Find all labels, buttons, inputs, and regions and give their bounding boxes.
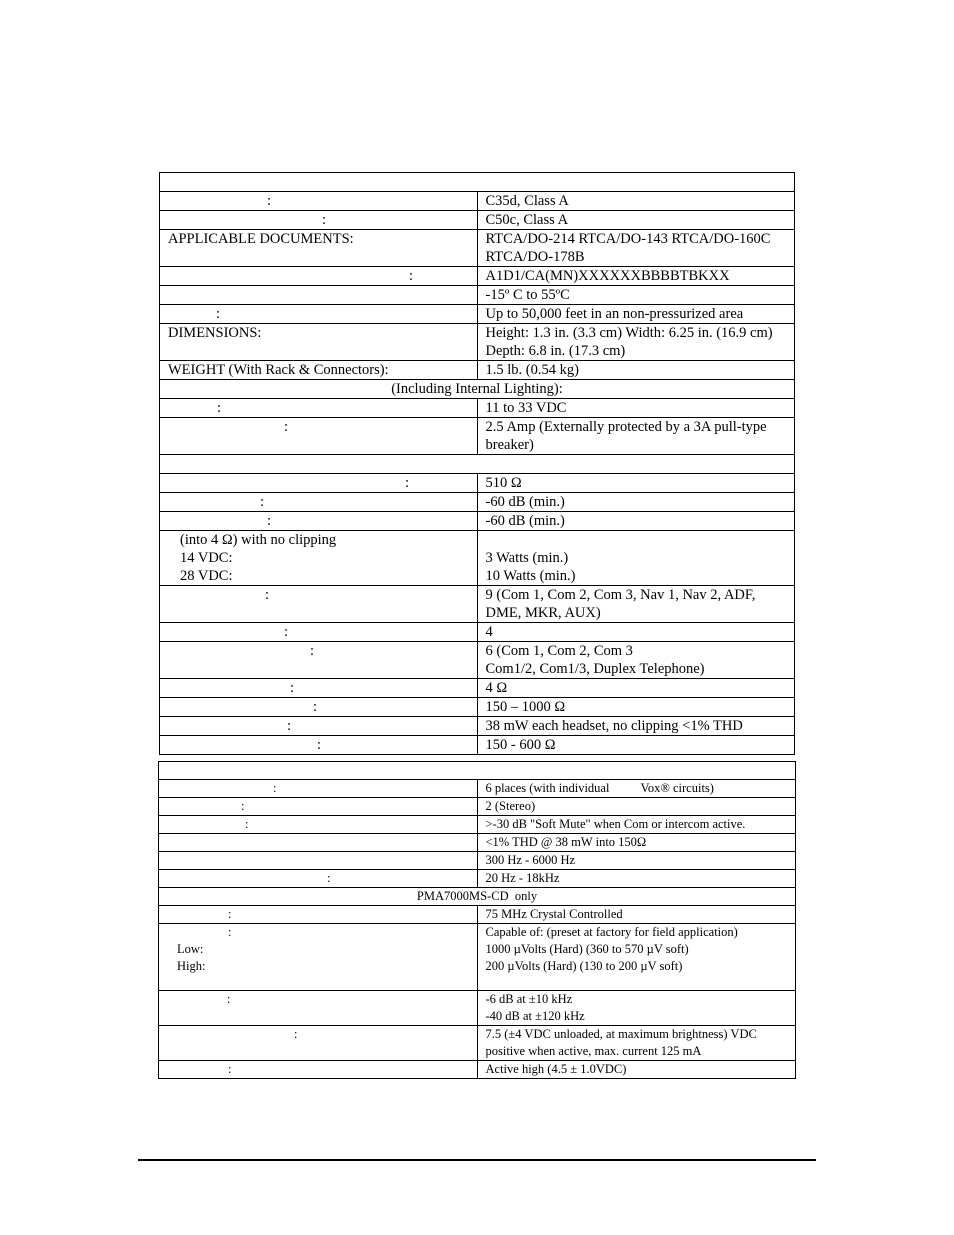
spec-label-cell xyxy=(160,698,478,717)
spec-row xyxy=(160,211,795,230)
section-subheader-text: (Including Internal Lighting): xyxy=(391,381,563,397)
spec-value: >-30 dB "Soft Mute" when Com or intercom active. xyxy=(485,817,746,831)
spec-row xyxy=(159,816,796,834)
spec-label: : xyxy=(409,268,414,284)
spec-row xyxy=(160,493,795,512)
spec-label-cell xyxy=(160,192,478,211)
spec-value: -60 dB (min.) xyxy=(485,494,565,510)
spec-value: 1.5 lb. (0.54 kg) xyxy=(485,362,579,378)
spec-row xyxy=(160,679,795,698)
spec-value-cell xyxy=(477,852,796,870)
spec-row xyxy=(159,1026,796,1061)
spec-label: : xyxy=(287,718,292,734)
spec-value: Up to 50,000 feet in an non-pressurized area xyxy=(485,306,744,322)
spec-label: WEIGHT (With Rack & Connectors): xyxy=(168,362,389,378)
spec-label: : xyxy=(322,212,327,228)
spec-value-cell xyxy=(477,267,795,286)
spec-value-cell xyxy=(477,493,795,512)
spec-row xyxy=(159,870,796,888)
spec-row xyxy=(160,418,795,455)
spec-row xyxy=(160,586,795,623)
spec-label: : xyxy=(260,494,265,510)
spec-value-cell xyxy=(477,399,795,418)
spec-label-cell xyxy=(160,586,478,623)
spec-value: 9 (Com 1, Com 2, Com 3, Nav 1, Nav 2, ADF, DME, MKR, AUX) xyxy=(485,587,756,621)
spec-value-cell xyxy=(477,798,796,816)
spec-label-cell xyxy=(159,834,478,852)
spec-row xyxy=(159,852,796,870)
spec-row xyxy=(160,380,795,399)
spec-value-cell xyxy=(477,991,796,1026)
spec-value: Capable of: (preset at factory for field application) 1000 µVolts (Hard) (360 to 570 µV soft) 200 µVolts (Hard) (130 to 200 µV soft) xyxy=(485,925,738,973)
spec-value-cell xyxy=(477,230,795,267)
spec-row xyxy=(159,780,796,798)
spec-value-cell xyxy=(477,324,795,361)
spec-value: 2.5 Amp (Externally protected by a 3A pull-type breaker) xyxy=(485,419,767,453)
spec-value-cell xyxy=(477,474,795,493)
spec-label-cell xyxy=(160,717,478,736)
spec-row xyxy=(159,991,796,1026)
spec-value-cell xyxy=(477,1026,796,1061)
spec-row xyxy=(159,834,796,852)
spec-value-cell xyxy=(477,642,795,679)
spec-row xyxy=(160,512,795,531)
spec-value-cell xyxy=(477,870,796,888)
spec-label-cell xyxy=(160,512,478,531)
spec-label: : xyxy=(294,1027,298,1041)
spec-value: 11 to 33 VDC xyxy=(485,400,567,416)
spec-label-cell xyxy=(160,267,478,286)
spec-label: : xyxy=(217,400,222,416)
spec-label-cell xyxy=(160,286,478,305)
spec-value-cell xyxy=(477,816,796,834)
spec-label-cell xyxy=(159,924,478,991)
spec-value-cell xyxy=(477,361,795,380)
spec-label: : xyxy=(216,306,221,322)
spec-label: : xyxy=(241,799,245,813)
spec-value-cell xyxy=(477,623,795,642)
spec-label-cell xyxy=(160,418,478,455)
spec-row xyxy=(160,399,795,418)
spec-label-cell xyxy=(160,623,478,642)
spec-value-cell xyxy=(477,531,795,586)
spec-row xyxy=(159,798,796,816)
spec-label-cell xyxy=(160,324,478,361)
section-header-cell xyxy=(159,762,796,780)
footer-rule xyxy=(138,1159,816,1161)
spec-label: DIMENSIONS: xyxy=(168,325,262,341)
spec-label-cell xyxy=(160,736,478,755)
spec-value: 20 Hz - 18kHz xyxy=(485,871,560,885)
section-subheader-text: PMA7000MS-CD only xyxy=(416,889,538,903)
spec-label-cell xyxy=(160,211,478,230)
spec-value-cell xyxy=(477,736,795,755)
spec-label: : xyxy=(405,475,410,491)
spec-value: 75 MHz Crystal Controlled xyxy=(485,907,623,921)
spec-row xyxy=(160,305,795,324)
spec-row xyxy=(160,474,795,493)
spec-value: A1D1/CA(MN)XXXXXXBBBBTBKXX xyxy=(485,268,730,284)
spec-label-cell xyxy=(159,1026,478,1061)
spec-row xyxy=(160,286,795,305)
spec-row xyxy=(160,698,795,717)
spec-value-cell xyxy=(477,834,796,852)
spec-row xyxy=(160,717,795,736)
spec-row xyxy=(160,642,795,679)
spec-label-cell xyxy=(159,1061,478,1079)
spec-label-cell xyxy=(159,852,478,870)
spec-value: C50c, Class A xyxy=(485,212,569,228)
spec-value: 3 Watts (min.) 10 Watts (min.) xyxy=(485,550,576,584)
spec-row xyxy=(160,267,795,286)
specifications-table-2 xyxy=(158,761,796,1079)
spec-label-cell xyxy=(160,305,478,324)
section-subheader-cell xyxy=(160,380,795,399)
spec-row xyxy=(160,531,795,586)
spec-row xyxy=(159,924,796,991)
spec-value-cell xyxy=(477,512,795,531)
spec-label: : xyxy=(267,193,272,209)
spec-label-cell xyxy=(160,493,478,512)
spec-label-cell xyxy=(160,531,478,586)
spec-row xyxy=(160,455,795,474)
spec-value-cell xyxy=(477,924,796,991)
spec-label: : xyxy=(265,587,270,603)
spec-value: -15º C to 55ºC xyxy=(485,287,570,303)
spec-value: C35d, Class A xyxy=(485,193,569,209)
spec-row xyxy=(160,736,795,755)
spec-row xyxy=(160,230,795,267)
spec-value-cell xyxy=(477,679,795,698)
spec-row xyxy=(160,192,795,211)
spec-label-cell xyxy=(160,642,478,679)
spec-label-cell xyxy=(159,870,478,888)
spec-label: : xyxy=(284,624,289,640)
spec-value: 6 (Com 1, Com 2, Com 3 Com1/2, Com1/3, Duplex Telephone) xyxy=(485,643,705,677)
spec-value-cell xyxy=(477,211,795,230)
spec-value: 38 mW each headset, no clipping <1% THD xyxy=(485,718,743,734)
spec-label-cell xyxy=(159,816,478,834)
spec-value: 300 Hz - 6000 Hz xyxy=(485,853,576,867)
spec-row xyxy=(159,906,796,924)
section-subheader-cell xyxy=(159,888,796,906)
spec-label-cell xyxy=(160,474,478,493)
spec-row xyxy=(160,623,795,642)
spec-label: : xyxy=(245,817,249,831)
spec-value-cell xyxy=(477,286,795,305)
spec-value: 4 Ω xyxy=(485,680,508,696)
spec-value-cell xyxy=(477,305,795,324)
spec-label-cell xyxy=(160,399,478,418)
spec-label: : xyxy=(317,737,322,753)
spec-value: 150 – 1000 Ω xyxy=(485,699,566,715)
spec-label-cell xyxy=(159,906,478,924)
spec-row xyxy=(160,173,795,192)
spec-row xyxy=(160,324,795,361)
spec-value-cell xyxy=(477,586,795,623)
spec-label: : xyxy=(284,419,289,435)
spec-label-cell xyxy=(159,991,478,1026)
spec-label: : xyxy=(290,680,295,696)
spec-row xyxy=(159,1061,796,1079)
spec-value-cell xyxy=(477,717,795,736)
spec-label: APPLICABLE DOCUMENTS: xyxy=(168,231,354,247)
spec-value: 2 (Stereo) xyxy=(485,799,536,813)
spec-label-cell xyxy=(160,361,478,380)
spec-label-cell xyxy=(160,679,478,698)
spec-value: -60 dB (min.) xyxy=(485,513,565,529)
spec-value-cell xyxy=(477,780,796,798)
spec-value: RTCA/DO-214 RTCA/DO-143 RTCA/DO-160C RTCA/DO-178B xyxy=(485,231,771,265)
spec-row xyxy=(159,888,796,906)
spec-label: : xyxy=(310,643,315,659)
section-header-cell xyxy=(160,455,795,474)
spec-label: : Low: High: xyxy=(177,925,232,973)
spec-label: (into 4 Ω) with no clipping 14 VDC: 28 VDC: xyxy=(180,532,337,584)
spec-label-cell xyxy=(160,230,478,267)
spec-label: : xyxy=(227,992,231,1006)
spec-label: : xyxy=(228,907,232,921)
spec-value: <1% THD @ 38 mW into 150Ω xyxy=(485,835,647,849)
spec-value: 4 xyxy=(485,624,493,640)
spec-value: 7.5 (±4 VDC unloaded, at maximum brightness) VDC positive when active, max. current 125 mA xyxy=(485,1027,757,1058)
specifications-table-1 xyxy=(159,172,795,755)
spec-value-cell xyxy=(477,1061,796,1079)
spec-value: Active high (4.5 ± 1.0VDC) xyxy=(485,1062,627,1076)
spec-label: : xyxy=(313,699,318,715)
spec-label: : xyxy=(327,871,331,885)
spec-value: 510 Ω xyxy=(485,475,522,491)
spec-label-cell xyxy=(159,798,478,816)
spec-value-cell xyxy=(477,418,795,455)
spec-value: -6 dB at ±10 kHz -40 dB at ±120 kHz xyxy=(485,992,585,1023)
spec-value: Height: 1.3 in. (3.3 cm) Width: 6.25 in. (16.9 cm) Depth: 6.8 in. (17.3 cm) xyxy=(485,325,773,359)
spec-row xyxy=(159,762,796,780)
spec-value-cell xyxy=(477,192,795,211)
spec-label-cell xyxy=(159,780,478,798)
spec-value-cell xyxy=(477,906,796,924)
spec-label: : xyxy=(228,1062,232,1076)
spec-label: : xyxy=(267,513,272,529)
spec-value: 150 - 600 Ω xyxy=(485,737,556,753)
spec-row xyxy=(160,361,795,380)
section-header-cell xyxy=(160,173,795,192)
spec-label: : xyxy=(273,781,277,795)
spec-value: 6 places (with individual Vox® circuits) xyxy=(485,781,714,795)
spec-value-cell xyxy=(477,698,795,717)
